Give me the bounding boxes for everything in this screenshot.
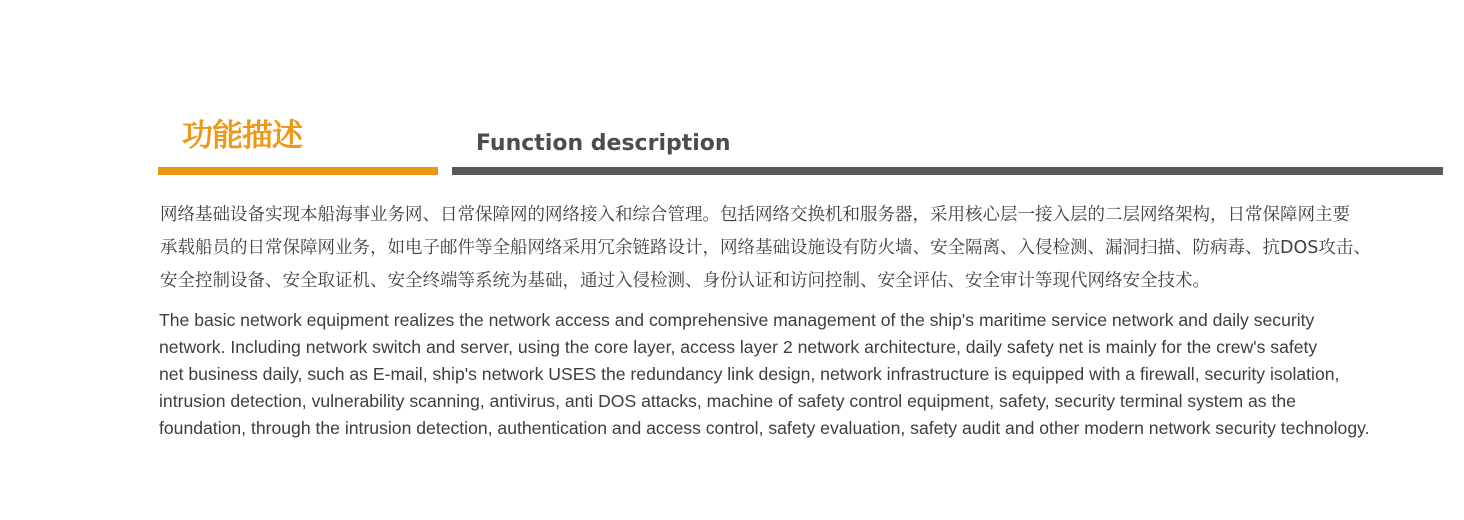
description-cn-line: 网络基础设备实现本船海事业务网、日常保障网的网络接入和综合管理。包括网络交换机和服务器，采用核心层一接入层的二层网络架构，日常保障网主要 [160,205,1350,225]
description-cn-line: 承载船员的日常保障网业务，如电子邮件等全船网络采用冗余链路设计，网络基础设施设有防火墙、安全隔离、入侵检测、漏洞扫描、防病毒、抗DOS攻击、 [160,238,1371,258]
description-en-line: net business daily, such as E-mail, ship's network USES the redundancy link design, network infrastructure is equipped with a firewall, security isolation, [159,364,1340,384]
description-en-line: network. Including network switch and server, using the core layer, access layer 2 network architecture, daily safety net is mainly for the crew's safety [159,337,1318,357]
section-title-cn: 功能描述 [182,118,302,154]
description-en-line: foundation, through the intrusion detection, authentication and access control, safety evaluation, safety audit and other modern network security technology. [159,418,1370,438]
description-en-line: intrusion detection, vulnerability scanning, antivirus, anti DOS attacks, machine of safety control equipment, safety, security terminal system as the [159,391,1296,411]
description-paragraph-en [159,307,1443,442]
description-paragraph-cn [160,199,1443,298]
section-title-en: Function description [476,131,731,156]
title-underline-divider [452,167,1443,175]
description-en-line: The basic network equipment realizes the network access and comprehensive management of the ship's maritime service network and daily security [159,310,1315,330]
function-description-section [158,0,1443,520]
title-underline-accent [158,167,438,175]
description-cn-line: 安全控制设备、安全取证机、安全终端等系统为基础，通过入侵检测、身份认证和访问控制、安全评估、安全审计等现代网络安全技术。 [160,271,1210,291]
